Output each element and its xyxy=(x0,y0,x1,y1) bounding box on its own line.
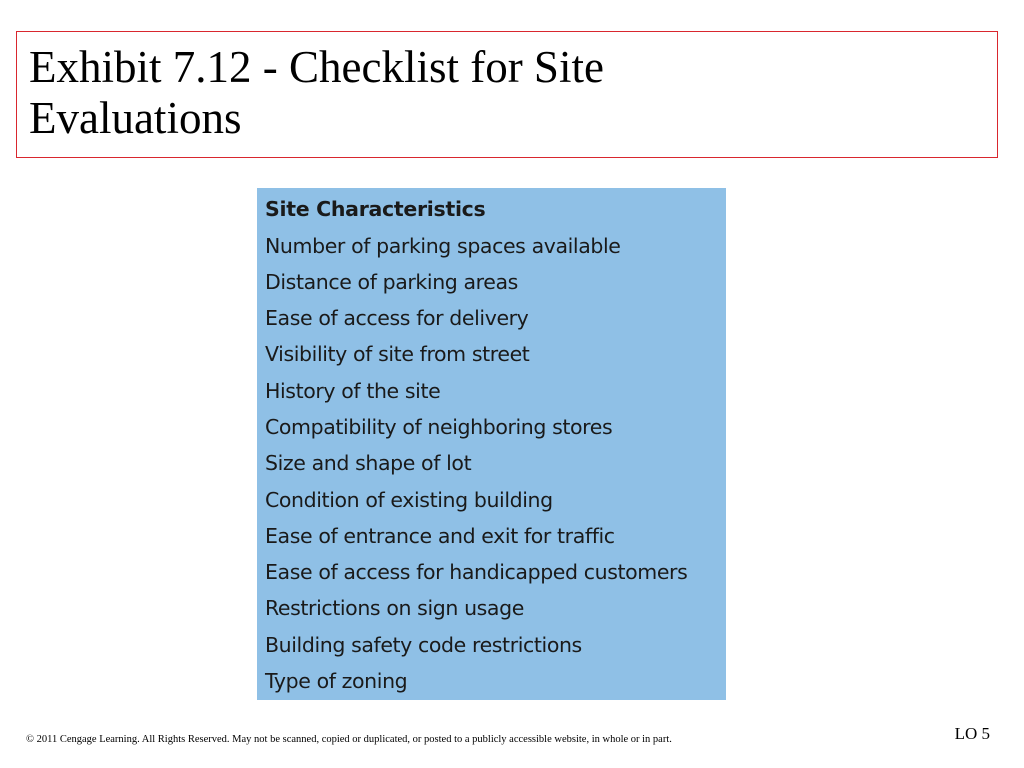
title-box xyxy=(16,31,998,158)
checklist-item: Number of parking spaces available xyxy=(265,233,621,258)
checklist-item: History of the site xyxy=(265,378,441,403)
checklist-item: Ease of access for handicapped customers xyxy=(265,560,688,585)
checklist-item: Ease of access for delivery xyxy=(265,306,529,331)
exhibit-panel xyxy=(257,188,726,700)
checklist-item: Compatibility of neighboring stores xyxy=(265,414,613,439)
checklist-item: Type of zoning xyxy=(265,669,408,694)
checklist-item: Size and shape of lot xyxy=(265,451,472,476)
checklist xyxy=(265,228,726,700)
checklist-item: Visibility of site from street xyxy=(265,342,530,367)
slide-title: Exhibit 7.12 - Checklist for Site Evaluations xyxy=(29,42,604,143)
checklist-item: Ease of entrance and exit for traffic xyxy=(265,523,615,548)
checklist-item: Building safety code restrictions xyxy=(265,632,582,657)
exhibit-heading: Site Characteristics xyxy=(265,197,486,221)
checklist-item: Condition of existing building xyxy=(265,487,553,512)
checklist-item: Restrictions on sign usage xyxy=(265,596,524,621)
checklist-item: Distance of parking areas xyxy=(265,269,518,294)
copyright-notice: © 2011 Cengage Learning. All Rights Reserved. May not be scanned, copied or duplicated, or posted to a publicly accessible website, in whole or in part. xyxy=(26,734,672,745)
learning-objective-label: LO 5 xyxy=(954,724,990,743)
